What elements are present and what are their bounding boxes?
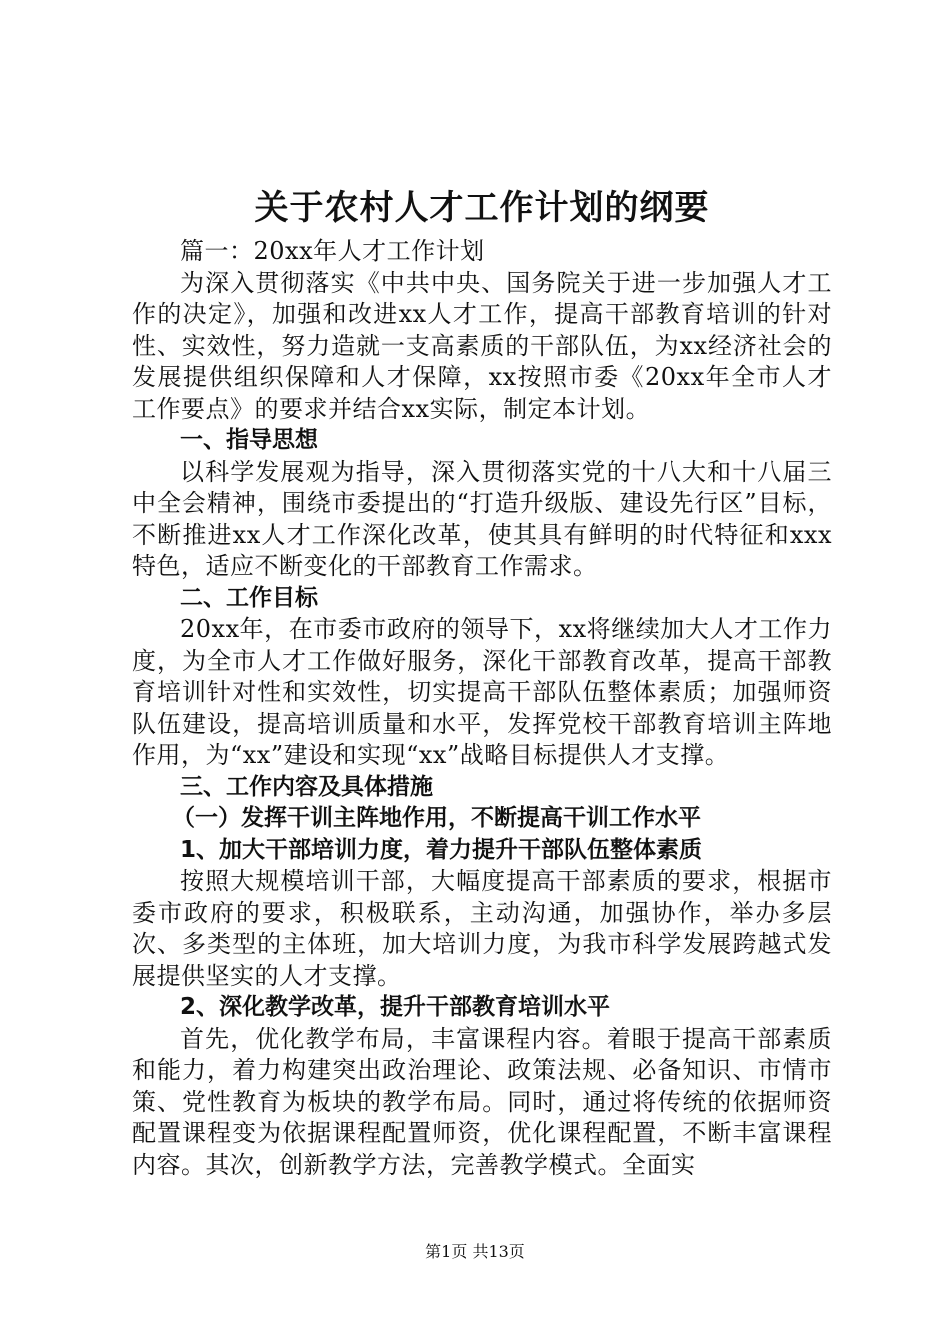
document-body: [132, 236, 832, 1181]
body-paragraph: 篇一：20xx年人才工作计划: [180, 237, 485, 265]
body-paragraph: 首先，优化教学布局，丰富课程内容。着眼于提高干部素质和能力，着力构建突出政治理论、政策法规、必备知识、市情市策、党性教育为板块的教学布局。同时，通过将传统的依据师资配置课程变为依据课程配置师资，优化课程配置，不断丰富课程内容。其次，创新教学方法，完善教学模式。全面实: [132, 1024, 832, 1179]
body-paragraph: 按照大规模培训干部，大幅度提高干部素质的要求，根据市委市政府的要求，积极联系，主动沟通，加强协作，举办多层次、多类型的主体班，加大培训力度，为我市科学发展跨越式发展提供坚实的人才支撑。: [132, 867, 832, 990]
subsection-heading: 2、深化教学改革，提升干部教育培训水平: [180, 994, 611, 1020]
document-title: 关于农村人才工作计划的纲要: [254, 188, 710, 228]
page-footer: 第1页 共13页: [425, 1242, 525, 1261]
section-heading: 二、工作目标: [180, 584, 318, 611]
subsection-heading: 1、加大干部培训力度，着力提升干部队伍整体素质: [180, 836, 703, 863]
body-paragraph: 以科学发展观为指导，深入贯彻落实党的十八大和十八届三中全会精神，围绕市委提出的“打造升级版、建设先行区”目标，不断推进xx人才工作深化改革，使其具有鲜明的时代特征和xxx特色，适应不断变化的干部教育工作需求。: [132, 457, 832, 580]
subsection-heading: （一）发挥干训主阵地作用，不断提高干训工作水平: [172, 805, 701, 831]
body-paragraph: 为深入贯彻落实《中共中央、国务院关于进一步加强人才工作的决定》，加强和改进xx人才工作，提高干部教育培训的针对性、实效性，努力造就一支高素质的干部队伍，为xx经济社会的发展提供组织保障和人才保障，xx按照市委《20xx年全市人才工作要点》的要求并结合xx实际，制定本计划。: [132, 268, 832, 423]
body-paragraph: 20xx年，在市委市政府的领导下，xx将继续加大人才工作力度，为全市人才工作做好服务，深化干部教育改革，提高干部教育培训针对性和实效性，切实提高干部队伍整体素质；加强师资队伍建设，提高培训质量和水平，发挥党校干部教育培训主阵地作用，为“xx”建设和实现“xx”战略目标提供人才支撑。: [132, 615, 832, 769]
section-heading: 一、指导思想: [180, 427, 318, 453]
document-page: [132, 180, 832, 1181]
section-heading: 三、工作内容及具体措施: [180, 773, 433, 800]
